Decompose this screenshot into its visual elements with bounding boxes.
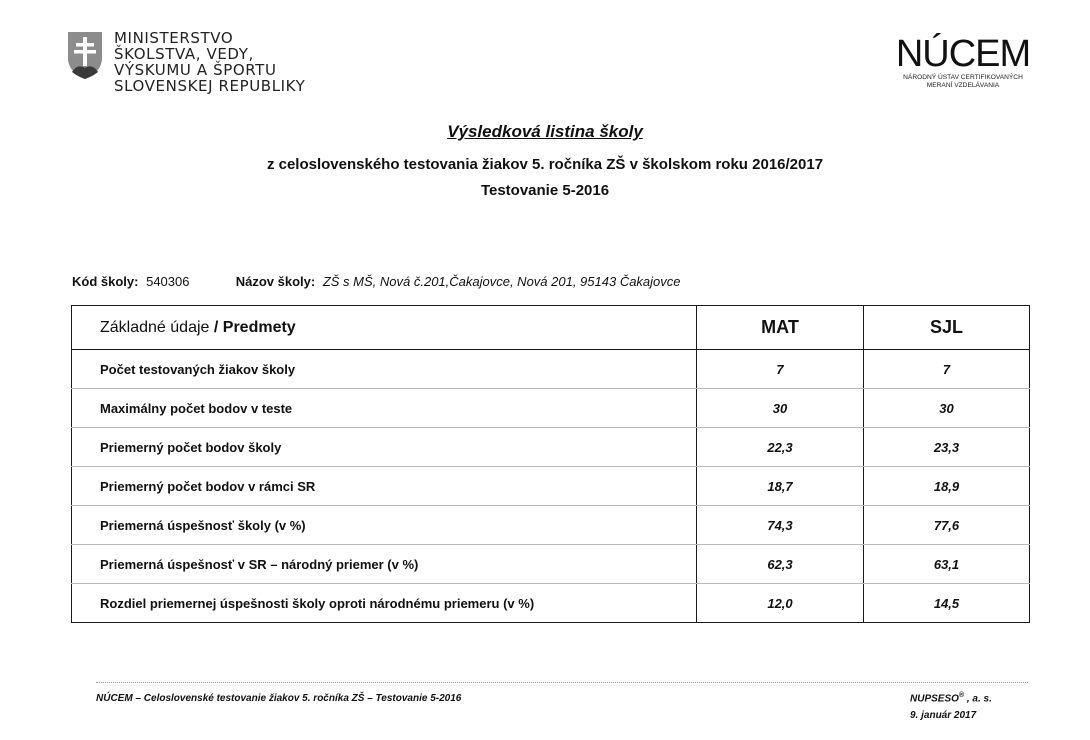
row-label: Priemerný počet bodov školy [72, 428, 697, 467]
row-label: Maximálny počet bodov v teste [72, 389, 697, 428]
footer-brand-suffix: , a. s. [966, 693, 992, 705]
row-value-sjl: 23,3 [864, 428, 1030, 467]
header-label-plain: Základné údaje [100, 318, 210, 336]
table-row [72, 506, 1030, 545]
footer-divider [96, 682, 1028, 683]
row-label: Priemerný počet bodov v rámci SR [72, 467, 697, 506]
school-name-value: ZŠ s MŠ, Nová č.201,Čakajovce, Nová 201, 95143 Čakajovce [322, 274, 681, 289]
header-label-cell [72, 306, 697, 350]
row-value-mat: 12,0 [697, 584, 864, 623]
nucem-subtitle [890, 74, 1036, 90]
row-value-mat: 74,3 [697, 506, 864, 545]
table-header-row [72, 306, 1030, 350]
row-value-sjl: 14,5 [864, 584, 1030, 623]
school-info [72, 274, 681, 289]
table-row [72, 545, 1030, 584]
ministry-line: SLOVENSKEJ REPUBLIKY [114, 77, 306, 95]
school-name-label: Názov školy: [235, 274, 316, 289]
row-label: Rozdiel priemernej úspešnosti školy oproti národnému priemeru (v %) [72, 584, 697, 623]
nucem-wordmark: NÚCEM [895, 33, 1031, 75]
table-row [72, 584, 1030, 623]
table-row [72, 467, 1030, 506]
row-value-sjl: 30 [864, 389, 1030, 428]
nucem-subtitle-line: MERANÍ VZDELÁVANIA [926, 82, 1000, 89]
table-row [72, 389, 1030, 428]
row-value-mat: 18,7 [697, 467, 864, 506]
subject-header-sjl: SJL [864, 306, 1030, 350]
table-row [72, 350, 1030, 389]
row-value-sjl: 63,1 [864, 545, 1030, 584]
ministry-line: MINISTERSTVO [114, 29, 234, 47]
subject-header-mat: MAT [697, 306, 864, 350]
school-code-label: Kód školy: [72, 274, 139, 289]
nucem-subtitle-line: NÁRODNÝ ÚSTAV CERTIFIKOVANÝCH [903, 74, 1023, 81]
school-code-value: 540306 [146, 274, 190, 289]
document-title: Výsledková listina školy [447, 122, 643, 141]
row-label: Priemerná úspešnosť školy (v %) [72, 506, 697, 545]
row-value-mat: 7 [697, 350, 864, 389]
row-value-mat: 30 [697, 389, 864, 428]
footer-brand [910, 692, 992, 704]
row-label: Počet testovaných žiakov školy [72, 350, 697, 389]
row-value-sjl: 18,9 [864, 467, 1030, 506]
footer-document-name: NÚCEM – Celoslovenské testovanie žiakov 5. ročníka ZŠ – Testovanie 5-2016 [96, 693, 462, 704]
row-label: Priemerná úspešnosť v SR – národný priemer (v %) [72, 545, 697, 584]
header-label-bold: / Predmety [213, 318, 296, 336]
results-table [71, 305, 1030, 623]
nucem-logo [890, 33, 1036, 90]
row-value-sjl: 77,6 [864, 506, 1030, 545]
ministry-line: VÝSKUMU A ŠPORTU [114, 61, 277, 79]
ministry-coat-of-arms-logo [66, 30, 104, 80]
footer-brand-name: NUPSESO [910, 693, 959, 705]
footer-date: 9. január 2017 [910, 710, 977, 721]
ministry-line: ŠKOLSTVA, VEDY, [114, 45, 254, 63]
document-subtitle: z celoslovenského testovania žiakov 5. ročníka ZŠ v školskom roku 2016/2017 [266, 156, 824, 173]
row-value-mat: 62,3 [697, 545, 864, 584]
row-value-mat: 22,3 [697, 428, 864, 467]
registered-mark: ® [958, 692, 965, 699]
testing-name: Testovanie 5-2016 [480, 182, 610, 199]
row-value-sjl: 7 [864, 350, 1030, 389]
ministry-name [114, 30, 305, 94]
table-row [72, 428, 1030, 467]
